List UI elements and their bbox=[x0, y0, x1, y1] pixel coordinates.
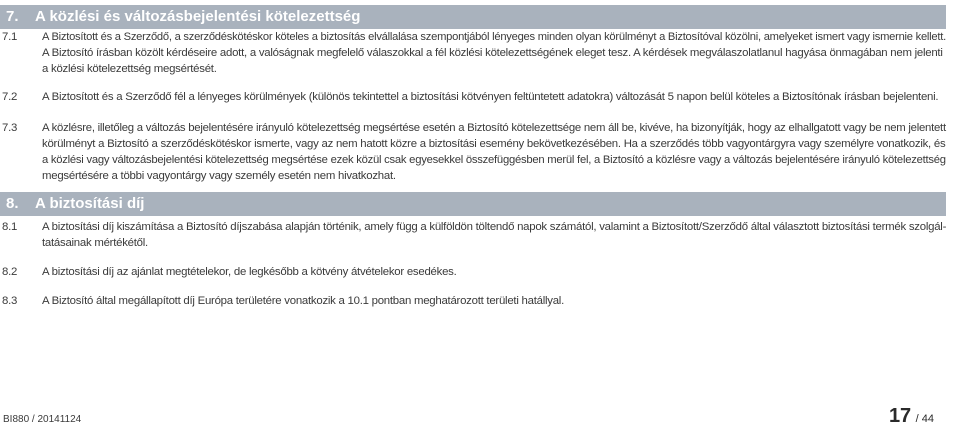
paragraph-line: A biztosítási díj az ajánlat megtételekor, de legkésőbb a kötvény átvételekor esedékes. bbox=[42, 266, 457, 278]
paragraph-number: 7.3 bbox=[2, 122, 18, 134]
paragraph-7-3 bbox=[0, 120, 946, 184]
paragraph-7-1 bbox=[0, 29, 946, 77]
page-current: 17 bbox=[888, 405, 912, 427]
page-number bbox=[889, 405, 934, 428]
paragraph-number: 7.1 bbox=[2, 31, 18, 43]
paragraph-8-2 bbox=[0, 264, 946, 280]
section-7-title: A közlési és változásbejelentési kötelezettség bbox=[35, 8, 361, 25]
paragraph-line: tatásainak mértékétől. bbox=[42, 237, 148, 249]
paragraph-line: körülményt a Biztosító a szerződéskötéskor ismerte, vagy az nem hatott közre a biztosítási esemény bekövetkezésében. Ha a szerződés több vagyontárgyra vagy személyre vonatkozik, és bbox=[42, 138, 946, 150]
paragraph-line: a közlési kötelezettség megsértését. bbox=[42, 63, 217, 75]
paragraph-line: A Biztosító által megállapított díj Európa területére vonatkozik a 10.1 pontban meghatározott területi hatállyal. bbox=[42, 295, 564, 307]
paragraph-8-1 bbox=[0, 219, 946, 251]
paragraph-line: A biztosítási díj kiszámítása a Biztosító díjszabása alapján történik, amely függ a külföldön töltendő napok számától, valamint a Biztosított/Szerződő által választott biztosítási termék szolgál- bbox=[42, 221, 947, 233]
paragraph-line: A Biztosító írásban közölt kérdéseire adott, a valóságnak megfelelő válaszokkal a fél közlési kötelezettségének eleget tesz. A kérdések megválaszolatlanul hagyása önmagában nem jelenti bbox=[42, 47, 943, 59]
paragraph-number: 8.1 bbox=[2, 221, 18, 233]
document-code: BI880 / 20141124 bbox=[3, 414, 82, 425]
section-8-number: 8. bbox=[6, 195, 19, 212]
paragraph-number: 7.2 bbox=[2, 91, 18, 103]
page-total: / 44 bbox=[915, 413, 934, 425]
paragraph-number: 8.3 bbox=[2, 295, 18, 307]
paragraph-line: a közlési vagy változásbejelentési kötelezettség megsértése ezek közül csak egyesekkel összefüggésben merül fel, a Biztosító a közlésre vagy a változás bejelentésére irányuló kötelezettség bbox=[42, 154, 946, 166]
paragraph-line: A Biztosított és a Szerződő fél a lényeges körülmények (különös tekintettel a biztosítási kötvényen feltüntetett adatokra) változását 5 napon belül köteles a Biztosítónak írásban bejelenteni. bbox=[42, 91, 939, 103]
paragraph-line: megsértésére a többi vagyontárgy vagy személy esetén nem hivatkozhat. bbox=[42, 170, 396, 182]
section-8-title: A biztosítási díj bbox=[35, 195, 145, 212]
paragraph-number: 8.2 bbox=[2, 266, 18, 278]
paragraph-8-3 bbox=[0, 293, 946, 309]
section-8-header bbox=[0, 192, 946, 216]
paragraph-line: A közlésre, illetőleg a változás bejelentésére irányuló kötelezettség megsértése esetén a Biztosító kötelezettsége nem áll be, kivéve, ha bizonyítják, hogy az elhallgatott vagy be nem jelentett bbox=[42, 122, 946, 134]
paragraph-line: A Biztosított és a Szerződő, a szerződéskötéskor köteles a biztosítás elvállalása szempontjából lényeges minden olyan körülményt a Biztosítóval közölni, amelyeket ismert vagy ismernie kellett. bbox=[42, 31, 946, 43]
paragraph-7-2 bbox=[0, 89, 946, 105]
section-7-number: 7. bbox=[6, 8, 19, 25]
section-7-header bbox=[0, 5, 946, 29]
